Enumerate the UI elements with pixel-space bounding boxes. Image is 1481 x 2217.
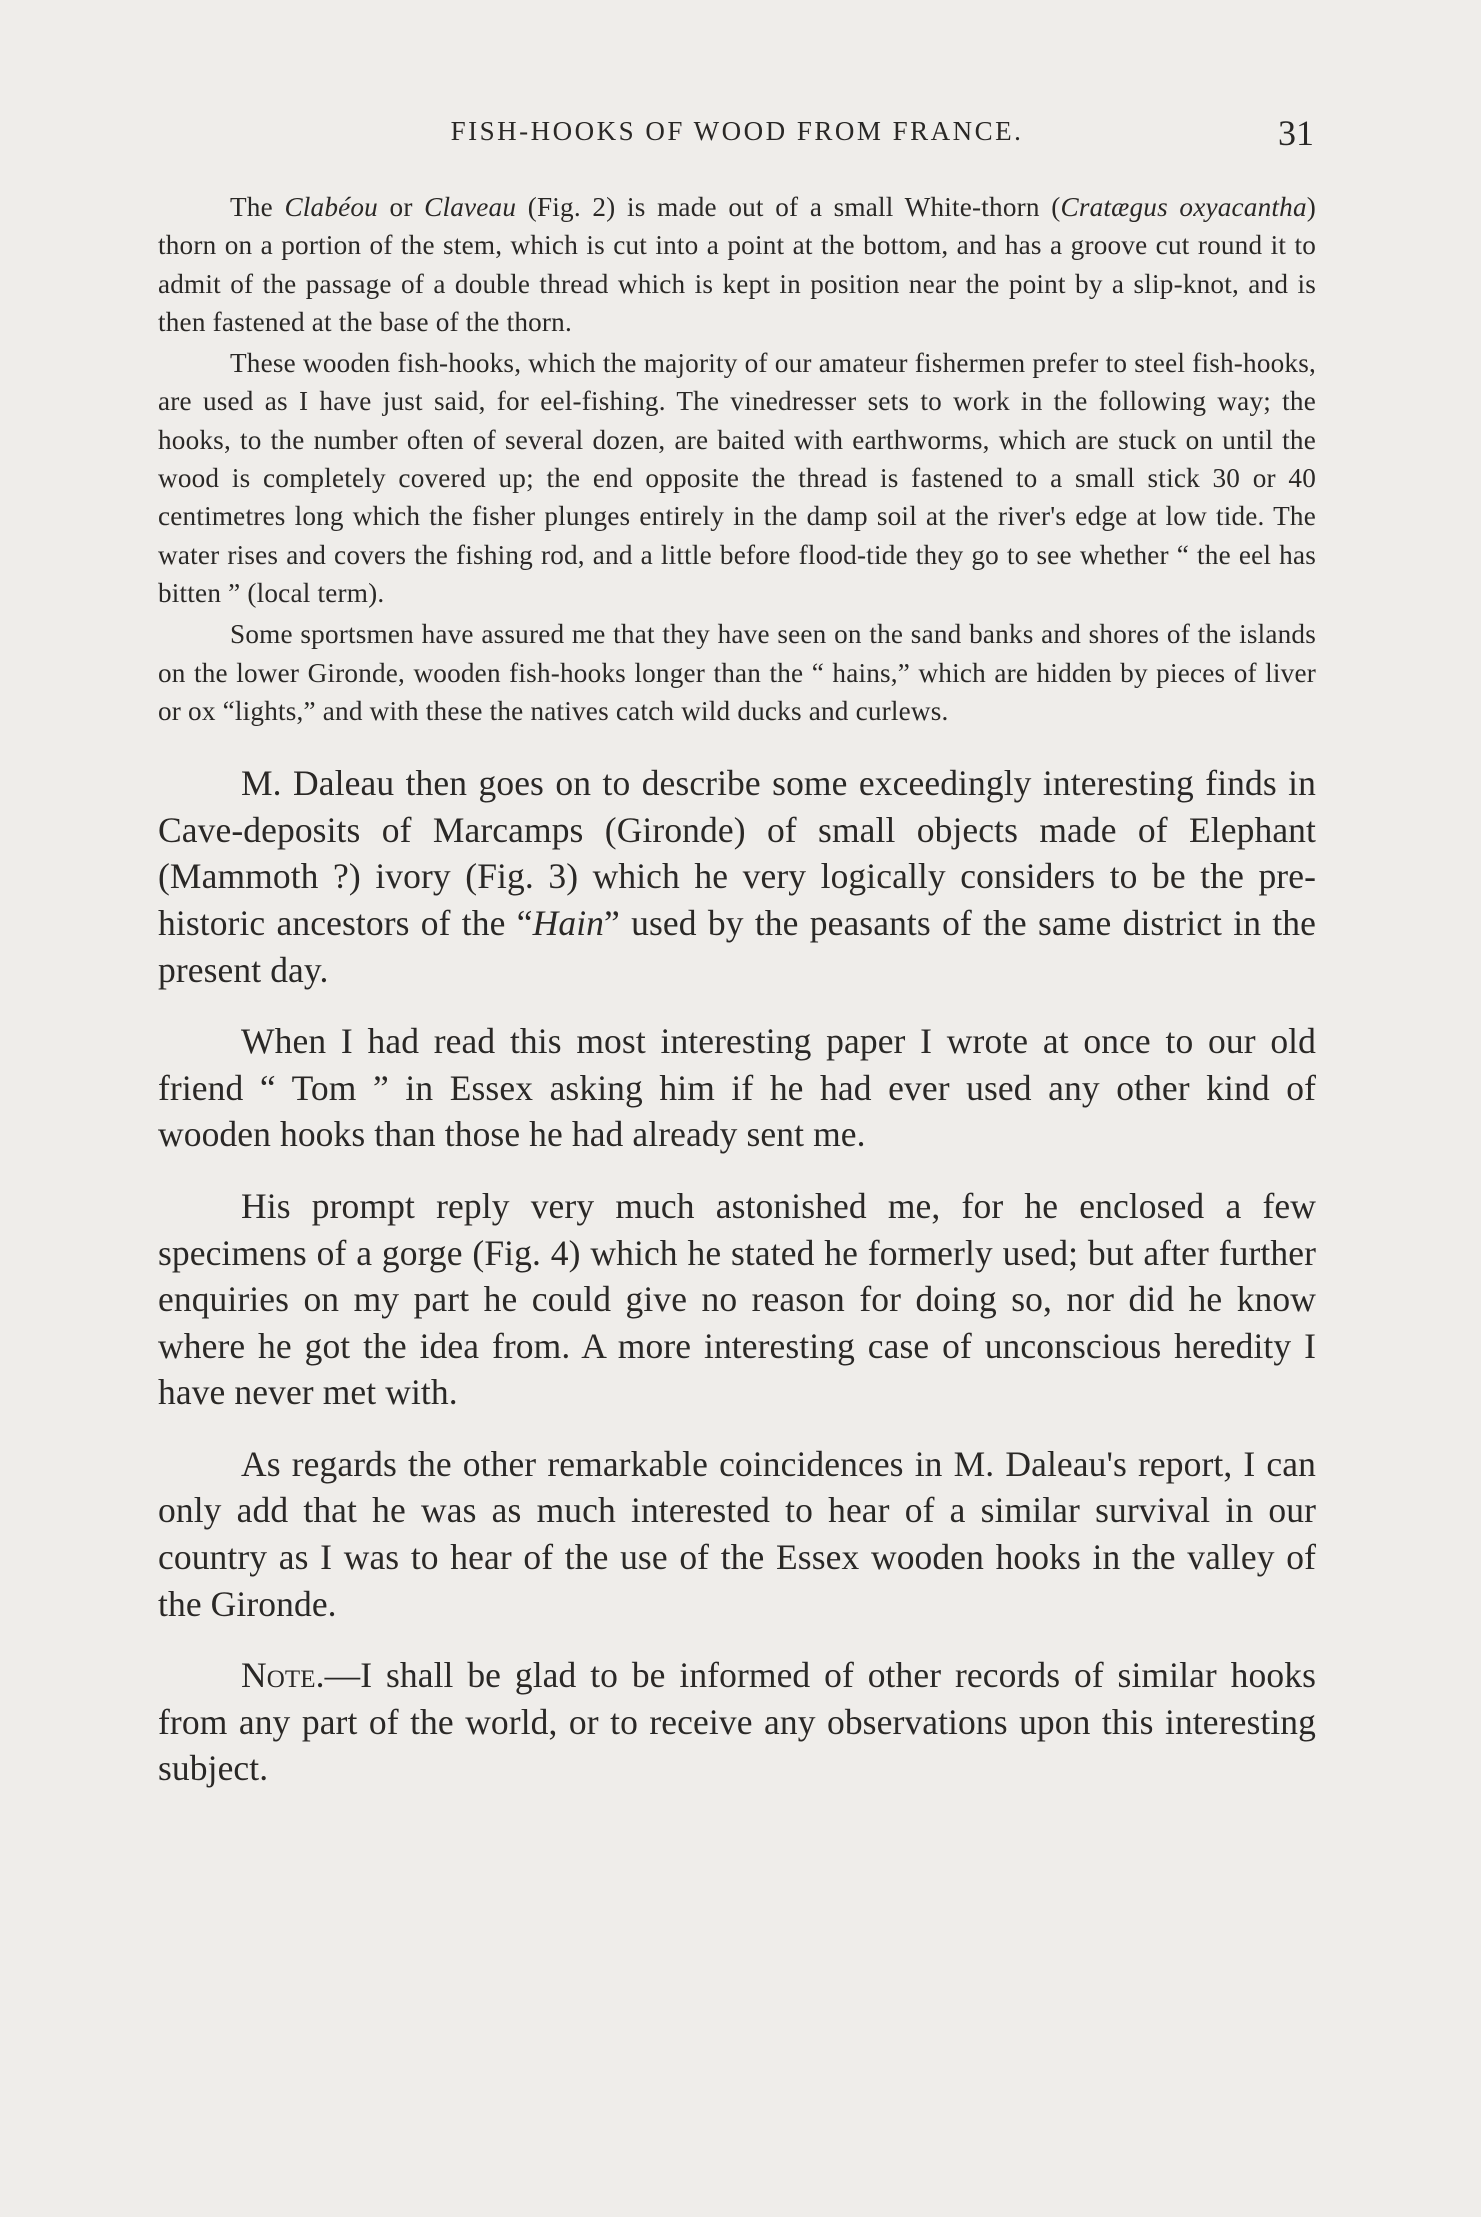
text-run: or xyxy=(377,192,425,222)
paragraph-gorge: His prompt reply very much astonished me, for he enclosed a few specimens of a gorge (Fig. 4) which he stated he formerly used; but after further enquiries on my part he could give no reason for doing so, nor did he know where he got the idea from. A more interesting case of unconscious heredity I have never met with. xyxy=(158,1185,1316,1413)
paragraph-claveau xyxy=(158,188,1316,341)
paragraph-coincidences: As regards the other remarkable coincidences in M. Daleau's report, I can only add that he was as much interested to hear of a similar survival in our country as I was to hear of the use of the Essex wooden hooks in the valley of the Gironde. xyxy=(158,1443,1316,1624)
term-claveau: Claveau xyxy=(424,192,517,222)
text-run: The xyxy=(230,192,285,222)
paragraph-tom: When I had read this most interesting paper I wrote at once to our old friend “ Tom ” in Essex asking him if he had ever used any other kind of wooden hooks than those he had already sent me. xyxy=(158,1021,1316,1155)
term-clabeou: Clabéou xyxy=(284,192,378,222)
note-text: —I shall be glad to be informed of other records of similar hooks from any part of the world, or to receive any observations upon this interesting subject. xyxy=(158,1655,1316,1789)
paragraph-note xyxy=(158,1652,1316,1792)
paragraph-sportsmen: Some sportsmen have assured me that they have seen on the sand banks and shores of the islands on the lower Gironde, wooden fish-hooks longer than the “ hains,” which are hidden by pieces of liver or ox “lights,” and with these the natives catch wild ducks and curlews. xyxy=(158,619,1316,726)
term-hain: Hain xyxy=(532,902,605,943)
text-run: M. Daleau then goes on to describe some exceedingly interesting finds in Cave-deposits of Marcamps (Gironde) of small objects made of Elephant (Mammoth ?) ivory (Fig. 3) which he very logically considers to be the pre-historic ancestors of the “ xyxy=(158,763,1316,943)
paragraph-daleau xyxy=(158,760,1316,993)
text-run: (Fig. 2) is made out of a small White-thorn ( xyxy=(516,192,1061,222)
quoted-translation xyxy=(158,188,1316,730)
page-number: 31 xyxy=(1278,113,1314,153)
species-name: Cratægus oxyacantha xyxy=(1060,192,1307,222)
note-label: Note. xyxy=(241,1655,325,1696)
paragraph-eel-fishing: These wooden fish-hooks, which the majority of our amateur fishermen prefer to steel fish-hooks, are used as I have just said, for eel-fishing. The vinedresser sets to work in the following way; the hooks, to the number often of several dozen, are baited with earthworms, which are stuck on until the wood is completely covered up; the end opposite the thread is fastened to a small stick 30 or 40 centimetres long which the fisher plunges entirely in the damp soil at the river's edge at low tide. The water rises and covers the fishing rod, and a little before flood-tide they go to see whether “ the eel has bitten ” (local term). xyxy=(158,348,1316,608)
author-commentary xyxy=(158,760,1316,1792)
running-title: FISH-HOOKS OF WOOD FROM FRANCE. xyxy=(450,116,1024,146)
book-page xyxy=(158,112,1316,2172)
text-run: ” used by the peasants of the same district in the present day. xyxy=(158,902,1317,990)
running-head xyxy=(158,112,1316,154)
text-run: ) thorn on a portion of the stem, which is cut into a point at the bottom, and has a groove cut round it to admit of the passage of a double thread which is kept in position near the point by a slip-knot, and is then fastened at the base of the thorn. xyxy=(158,192,1317,337)
